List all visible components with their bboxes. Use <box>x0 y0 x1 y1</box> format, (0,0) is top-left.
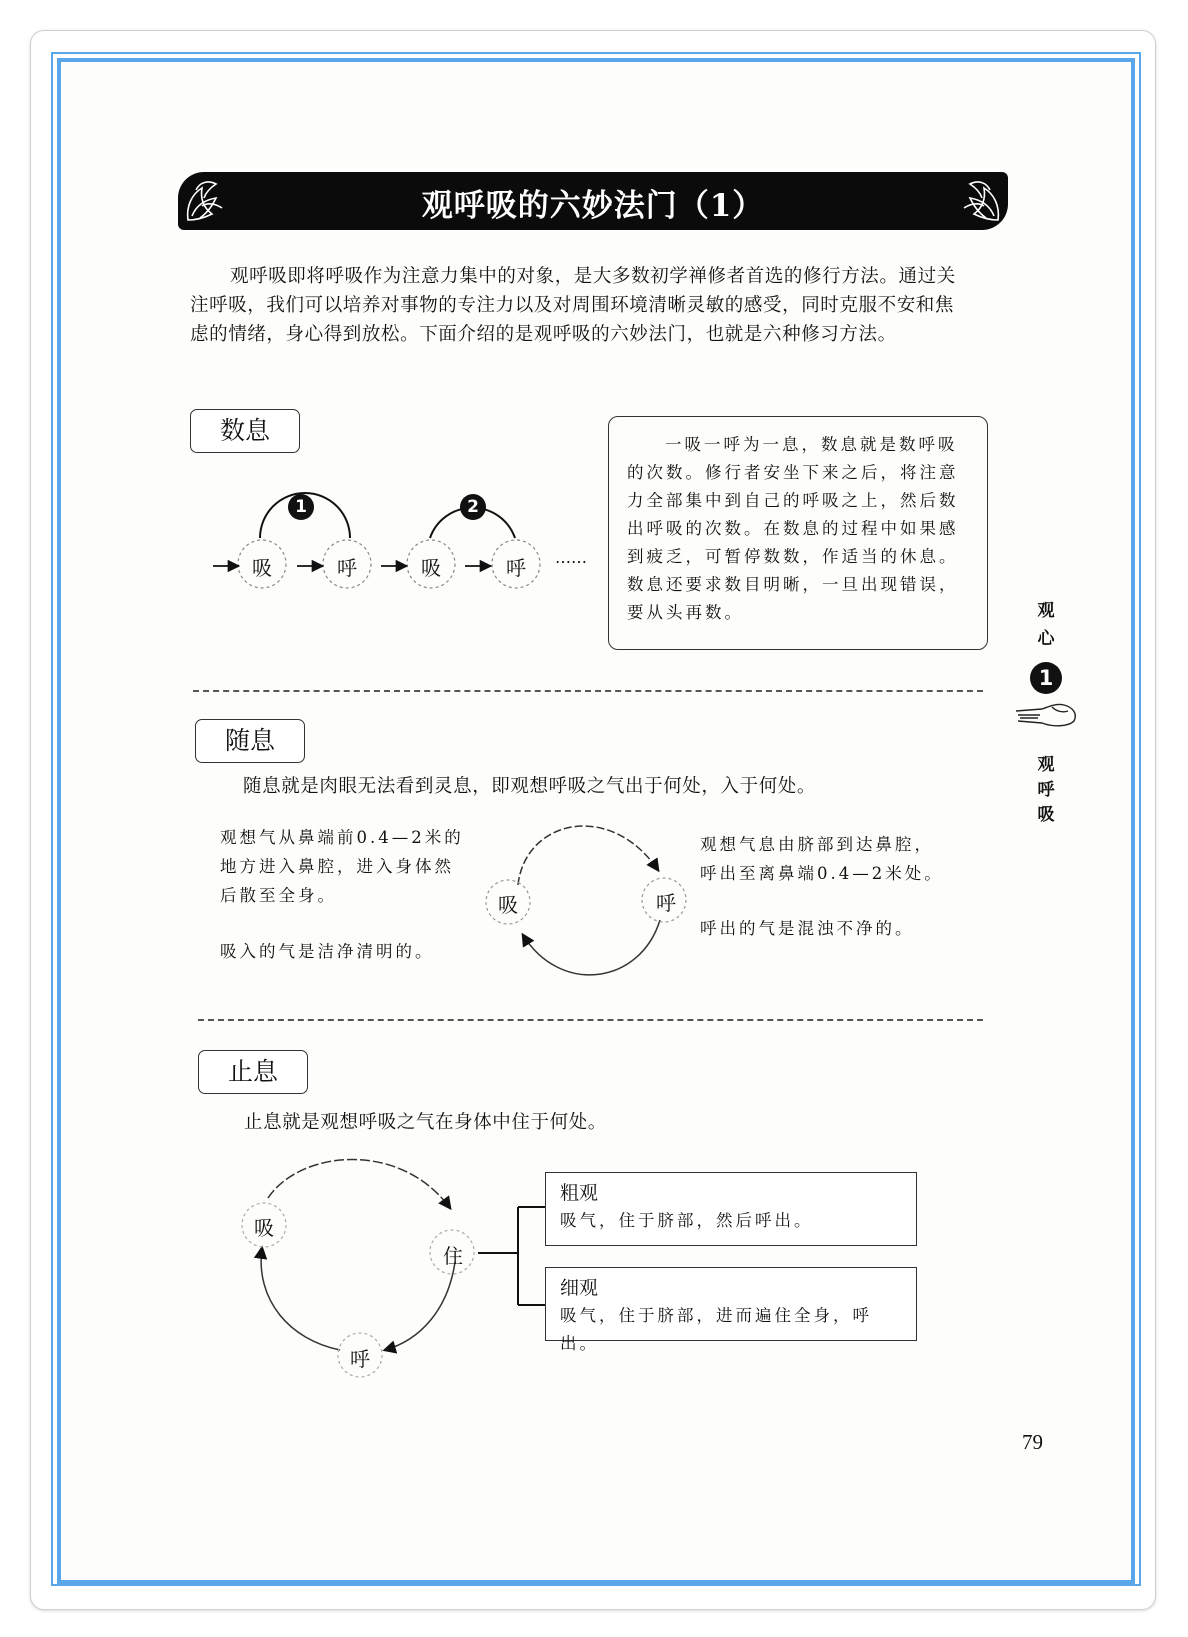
shuxi-description: 一吸一呼为一息，数息就是数呼吸的次数。修行者安坐下来之后，将注意力全部集中到自己的呼吸之上，然后数出呼吸的次数。在数息的过程中如果感到疲乏，可暂停数数，作适当的休息。数息还要求数目明晰，一旦出现错误，要从头再数。 <box>627 435 959 622</box>
section-label: 呼 <box>1037 780 1055 800</box>
section-divider <box>198 1019 983 1021</box>
fine-observation-text: 吸气，住于脐部，进而遍住全身，呼出。 <box>560 1306 872 1353</box>
coarse-observation-text: 吸气，住于脐部，然后呼出。 <box>560 1211 814 1230</box>
chapter-label: 观 <box>1037 601 1055 621</box>
step-badge-2: 2 <box>460 494 486 520</box>
node-stay: 住 <box>443 1244 463 1268</box>
suixi-exhale-text-1: 观想气息由脐部到达鼻腔， <box>700 835 934 854</box>
node-exhale: 呼 <box>506 556 526 580</box>
fine-observation-title: 细观 <box>560 1277 599 1299</box>
suixi-inhale-text-1: 观想气从鼻端前0.4—2米的 <box>220 828 464 847</box>
coarse-observation-box <box>545 1172 917 1246</box>
node-inhale: 吸 <box>252 556 272 580</box>
intro-paragraph: 观呼吸即将呼吸作为注意力集中的对象，是大多数初学禅修者首选的修行方法。通过关注呼吸，我们可以培养对事物的专注力以及对周围环境清晰灵敏的感受，同时克服不安和焦虑的情绪，身心得到放松。下面介绍的是观呼吸的六妙法门，也就是六种修习方法。 <box>190 266 956 345</box>
suixi-inhale-text-2: 地方进入鼻腔，进入身体然 <box>220 857 454 876</box>
page-number: 79 <box>1022 1430 1043 1454</box>
shuxi-description-box <box>608 416 988 650</box>
page-title: 观呼吸的六妙法门（1） <box>421 188 765 224</box>
title-banner <box>178 172 1008 230</box>
ellipsis: …… <box>555 548 587 567</box>
chapter-label: 心 <box>1037 629 1055 649</box>
fine-observation-box <box>545 1267 917 1353</box>
suixi-exhale-text-3: 呼出的气是混浊不净的。 <box>700 919 915 938</box>
hand-icon <box>1012 697 1082 733</box>
section-label-shuxi: 数息 <box>190 409 300 453</box>
node-inhale: 吸 <box>254 1216 274 1240</box>
section-divider <box>193 690 983 692</box>
section-label-zhixi: 止息 <box>198 1050 308 1094</box>
section-label-suixi: 随息 <box>195 719 305 763</box>
node-exhale: 呼 <box>656 891 676 915</box>
node-exhale: 呼 <box>350 1347 370 1371</box>
section-label: 观 <box>1037 755 1055 775</box>
lotus-icon <box>956 176 1004 226</box>
suixi-inhale-text-4: 吸入的气是洁净清明的。 <box>220 942 435 961</box>
step-badge-1: 1 <box>288 494 314 520</box>
suixi-exhale-text-2: 呼出至离鼻端0.4—2米处。 <box>700 864 944 883</box>
zhixi-summary: 止息就是观想呼吸之气在身体中住于何处。 <box>244 1112 607 1133</box>
suixi-inhale-text-3: 后散至全身。 <box>220 886 337 905</box>
section-label: 吸 <box>1037 805 1055 825</box>
node-inhale: 吸 <box>421 556 441 580</box>
node-inhale: 吸 <box>498 893 518 917</box>
chapter-number-badge: 1 <box>1030 662 1062 694</box>
coarse-observation-title: 粗观 <box>560 1182 599 1204</box>
node-exhale: 呼 <box>337 556 357 580</box>
suixi-summary: 随息就是肉眼无法看到灵息，即观想呼吸之气出于何处，入于何处。 <box>243 776 817 797</box>
